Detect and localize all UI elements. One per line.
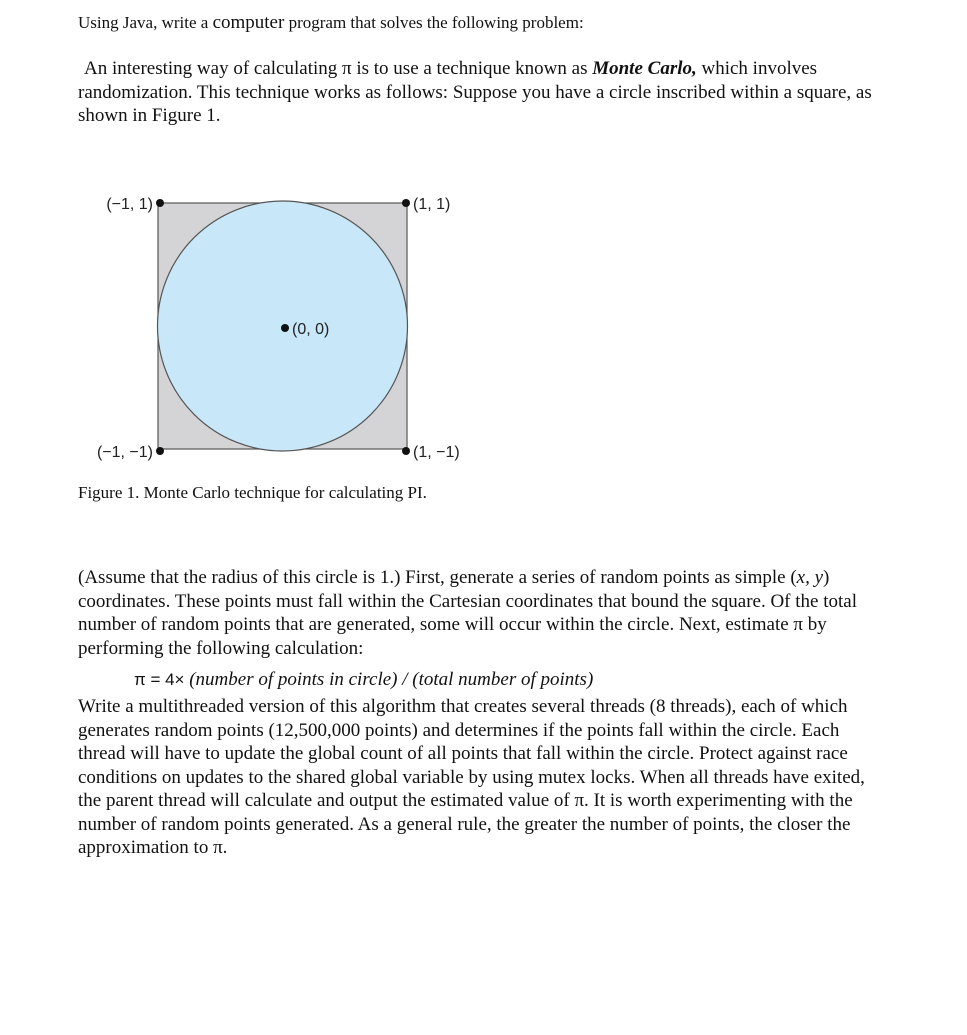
intro-computer-word: computer: [212, 12, 285, 33]
figure-caption: Figure 1. Monte Carlo technique for calculating PI.: [78, 483, 427, 502]
paragraph1-text-b: which involves randomization. This technique works as follows: Suppose you have a circle inscribed within a square, as shown in Figure 1.: [78, 58, 872, 126]
monte-carlo-emphasis: Monte Carlo,: [592, 58, 697, 79]
coordinates-italic: x, y: [796, 567, 824, 588]
intro-prefix: Using Java, write a: [78, 13, 213, 32]
formula-lhs: π = 4×: [134, 670, 190, 689]
paragraph2-text-a: (Assume that the radius of this circle is 1.) First, generate a series of random points as simple (: [78, 567, 797, 588]
label-bottom-left: (−1, −1): [96, 444, 153, 461]
formula-rhs: (number of points in circle) / (total number of points): [189, 669, 594, 690]
paragraph-method: [78, 566, 878, 660]
dot-top-left: [156, 199, 164, 207]
dot-bottom-left: [156, 447, 164, 455]
paragraph2-text-b: ) coordinates. These points must fall within the Cartesian coordinates that bound the square. Of the total number of random points that are generated, some will occur within the circle. Next, estimate π by performing the following calculation:: [78, 567, 857, 659]
label-top-right: (1, 1): [413, 196, 451, 213]
dot-bottom-right: [402, 447, 410, 455]
paragraph1-text-a: An interesting way of calculating π is to use a technique known as: [84, 58, 593, 79]
intro-suffix: program that solves the following problem:: [284, 13, 584, 32]
dot-center: [281, 324, 289, 332]
dot-top-right: [402, 199, 410, 207]
paragraph-multithreaded-task: Write a multithreaded version of this algorithm that creates several threads (8 threads), each of which generates random points (12,500,000 points) and determines if the points fall within the circle. Each thread will have to update the global count of all points that fall within the circle. Protect against race conditions on updates to the shared global variable by using mutex locks. When all threads have exited, the parent thread will calculate and output the estimated value of π. It is worth experimenting with the number of random points generated. As a general rule, the greater the number of points, the closer the approximation to π.: [78, 696, 865, 858]
pi-formula: [134, 668, 593, 692]
label-center: (0, 0): [292, 321, 330, 338]
label-bottom-right: (1, −1): [413, 444, 460, 461]
label-top-left: (−1, 1): [106, 196, 153, 213]
